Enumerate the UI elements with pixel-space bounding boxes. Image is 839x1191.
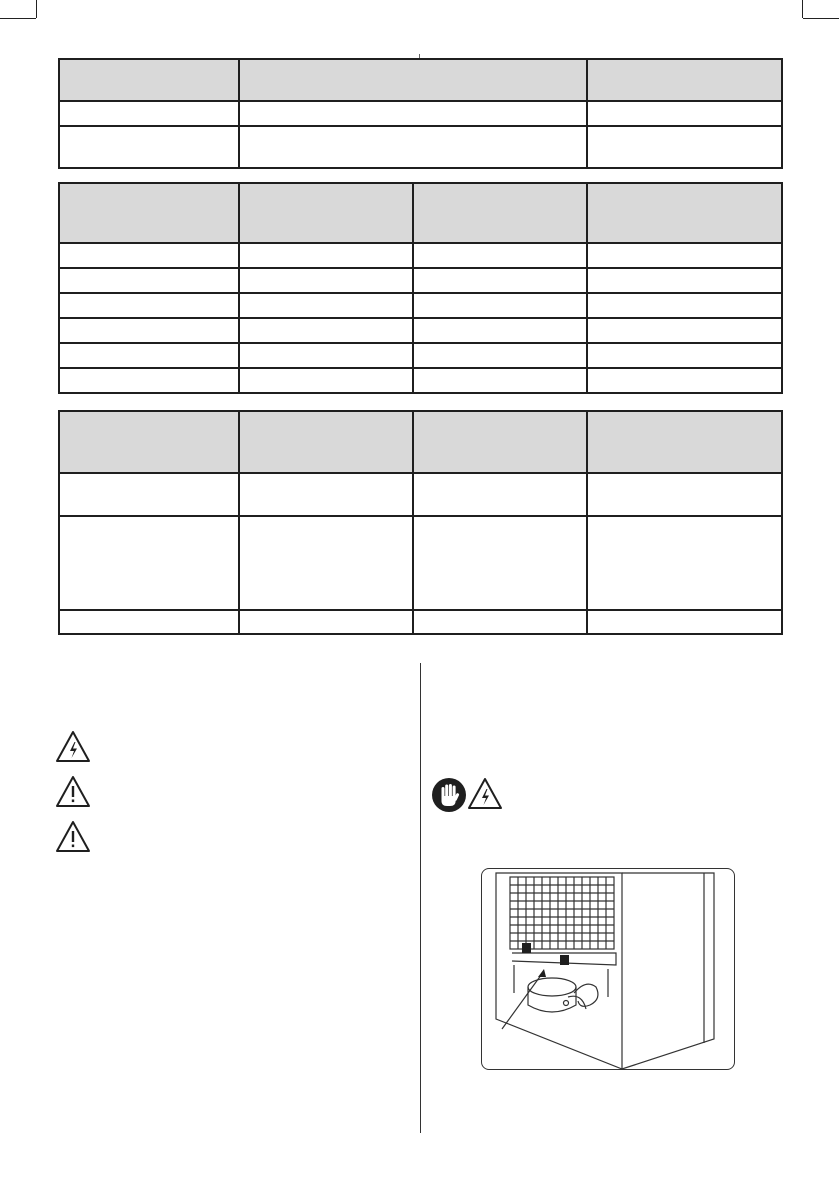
- table2-cell: [239, 293, 413, 318]
- table2-cell: [413, 368, 587, 393]
- table3-cell: [413, 473, 587, 516]
- table2-cell: [587, 368, 782, 393]
- electric-hazard-icon: [55, 730, 91, 764]
- column-divider: [420, 663, 421, 1133]
- table3-cell: [413, 610, 587, 634]
- table3-header: [59, 411, 239, 473]
- exclamation-warning-icon: [55, 820, 91, 854]
- table3-cell: [587, 516, 782, 610]
- table2-cell: [413, 318, 587, 343]
- table1-header: [239, 59, 587, 101]
- table2-cell: [587, 293, 782, 318]
- table3-header: [587, 411, 782, 473]
- exclamation-warning-icon: [55, 775, 91, 809]
- table2-cell: [587, 318, 782, 343]
- compressor-illustration: [481, 868, 735, 1070]
- table3-header: [413, 411, 587, 473]
- table3-cell: [413, 516, 587, 610]
- table1-cell: [587, 101, 782, 126]
- table2-cell: [587, 243, 782, 268]
- table2-cell: [239, 368, 413, 393]
- table2-cell: [59, 293, 239, 318]
- table3-cell: [239, 610, 413, 634]
- table1-header: [59, 59, 239, 101]
- table3-cell: [239, 516, 413, 610]
- spec-table-2: [58, 182, 783, 394]
- table2-header: [59, 183, 239, 243]
- table1-cell: [239, 126, 587, 168]
- table3-cell: [239, 473, 413, 516]
- spec-table-3: [58, 410, 783, 635]
- table1-cell: [239, 101, 587, 126]
- table3-cell: [587, 473, 782, 516]
- crop-mark-top-right-v: [802, 0, 803, 18]
- compressor-drawing: [482, 869, 735, 1070]
- table2-cell: [587, 343, 782, 368]
- table2-header: [413, 183, 587, 243]
- table2-cell: [59, 243, 239, 268]
- table2-cell: [59, 368, 239, 393]
- table1-header: [587, 59, 782, 101]
- table2-cell: [413, 343, 587, 368]
- table2-cell: [239, 268, 413, 293]
- electric-hazard-icon: [467, 777, 503, 811]
- do-not-touch-icon: [431, 777, 467, 813]
- table2-cell: [59, 268, 239, 293]
- crop-mark-top-left-v: [36, 0, 37, 18]
- table2-cell: [59, 318, 239, 343]
- table2-cell: [587, 268, 782, 293]
- table3-cell: [59, 473, 239, 516]
- table3-header: [239, 411, 413, 473]
- table1-cell: [587, 126, 782, 168]
- spec-table-1: [58, 58, 783, 169]
- table2-cell: [239, 318, 413, 343]
- table3-cell: [59, 516, 239, 610]
- table2-cell: [239, 343, 413, 368]
- table2-cell: [413, 268, 587, 293]
- table2-cell: [59, 343, 239, 368]
- table1-cell: [59, 101, 239, 126]
- table3-cell: [59, 610, 239, 634]
- table2-header: [587, 183, 782, 243]
- table2-cell: [413, 293, 587, 318]
- table2-cell: [239, 243, 413, 268]
- crop-mark-top-left: [0, 18, 36, 19]
- table2-cell: [413, 243, 587, 268]
- table1-cell: [59, 126, 239, 168]
- table2-header: [239, 183, 413, 243]
- crop-mark-top-right: [803, 18, 839, 19]
- table3-cell: [587, 610, 782, 634]
